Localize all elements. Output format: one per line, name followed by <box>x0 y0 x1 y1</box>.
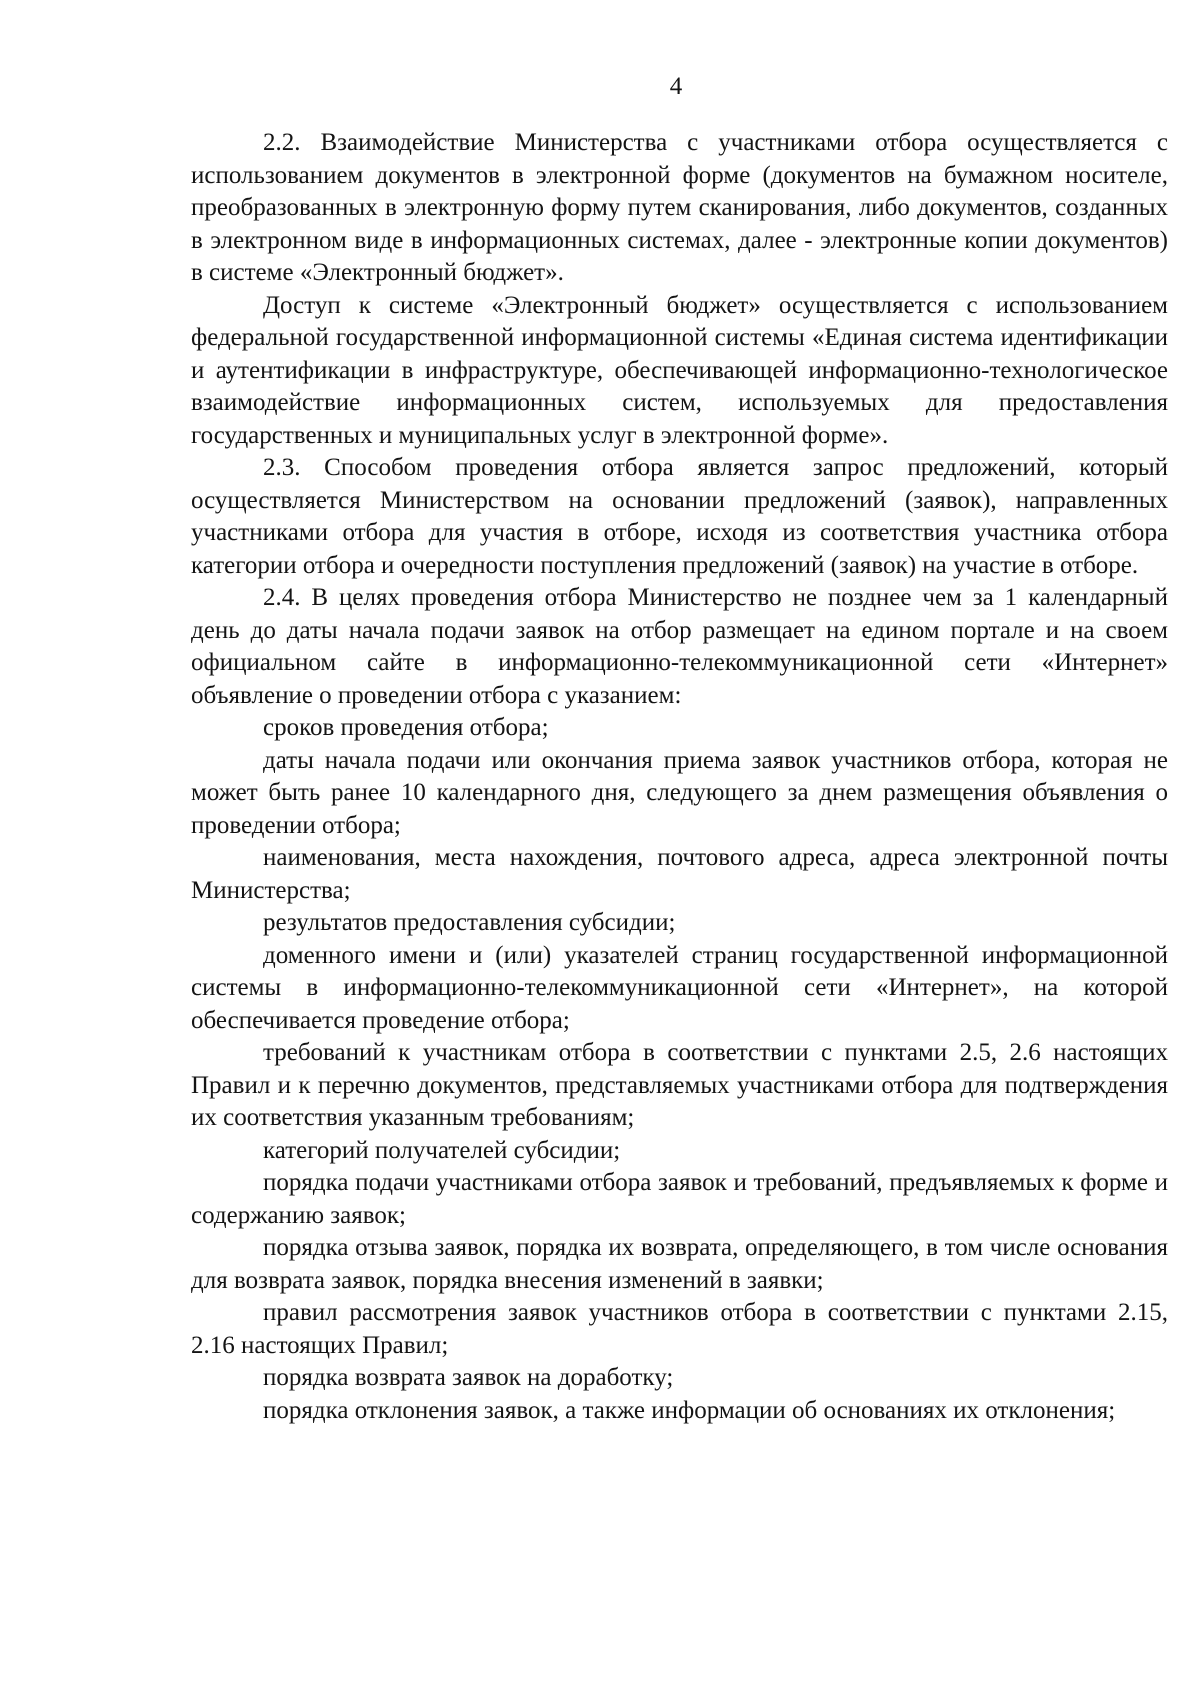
list-item: результатов предоставления субсидии; <box>263 909 676 936</box>
list-item: сроков проведения отбора; <box>263 714 549 741</box>
list-item: требований к участникам отбора в соответствии с пунктами 2.5, 2.6 настоящих Правил и к перечню документов, представляемых участниками отбора для подтверждения их соответствия указанным требованиям; <box>191 1039 1168 1131</box>
list-item: порядка отклонения заявок, а также информации об основаниях их отклонения; <box>263 1396 1116 1424</box>
list-item: наименования, места нахождения, почтового адреса, адреса электронной почты Министерства; <box>191 844 1168 904</box>
document-body <box>191 127 1168 1427</box>
paragraph-2-4: 2.4. В целях проведения отбора Министерство не позднее чем за 1 календарный день до даты начала подачи заявок на отбор размещает на едином портале и на своем официальном сайте в информационно-телекоммуникационной сети «Интернет» объявление о проведении отбора с указанием: <box>191 584 1168 709</box>
list-item: порядка отзыва заявок, порядка их возврата, определяющего, в том числе основания для возврата заявок, порядка внесения изменений в заявки; <box>191 1234 1168 1294</box>
list-item: категорий получателей субсидии; <box>263 1136 621 1164</box>
list-item: доменного имени и (или) указателей страниц государственной информационной системы в информационно-телекоммуникационной сети «Интернет», на которой обеспечивается проведение отбора; <box>191 941 1168 1034</box>
paragraph-2-3: 2.3. Способом проведения отбора является запрос предложений, который осуществляется Министерством на основании предложений (заявок), направленных участниками отбора для участия в отборе, исходя из соответствия участника отбора категории отбора и очередности поступления предложений (заявок) на участие в отборе. <box>191 454 1168 579</box>
page-number: 4 <box>669 73 683 100</box>
paragraph-access: Доступ к системе «Электронный бюджет» осуществляется с использованием федеральной государственной информационной системы «Единая система идентификации и аутентификации в инфраструктуре, обеспечивающей информационно-технологическое взаимодействие информационных систем, используемых для предоставления государственных и муниципальных услуг в электронной форме». <box>191 291 1168 449</box>
paragraph-2-2: 2.2. Взаимодействие Министерства с участниками отбора осуществляется с использованием документов в электронной форме (документов на бумажном носителе, преобразованных в электронную форму путем сканирования, либо документов, созданных в электронном виде в информационных системах, далее - электронные копии документов) в системе «Электронный бюджет». <box>191 129 1168 286</box>
list-item: порядка возврата заявок на доработку; <box>263 1364 674 1391</box>
list-item: порядка подачи участниками отбора заявок и требований, предъявляемых к форме и содержанию заявок; <box>191 1169 1168 1229</box>
list-item: даты начала подачи или окончания приема заявок участников отбора, которая не может быть ранее 10 календарного дня, следующего за днем размещения объявления о проведении отбора; <box>191 746 1168 839</box>
list-item: правил рассмотрения заявок участников отбора в соответствии с пунктами 2.15, 2.16 настоящих Правил; <box>191 1299 1168 1359</box>
